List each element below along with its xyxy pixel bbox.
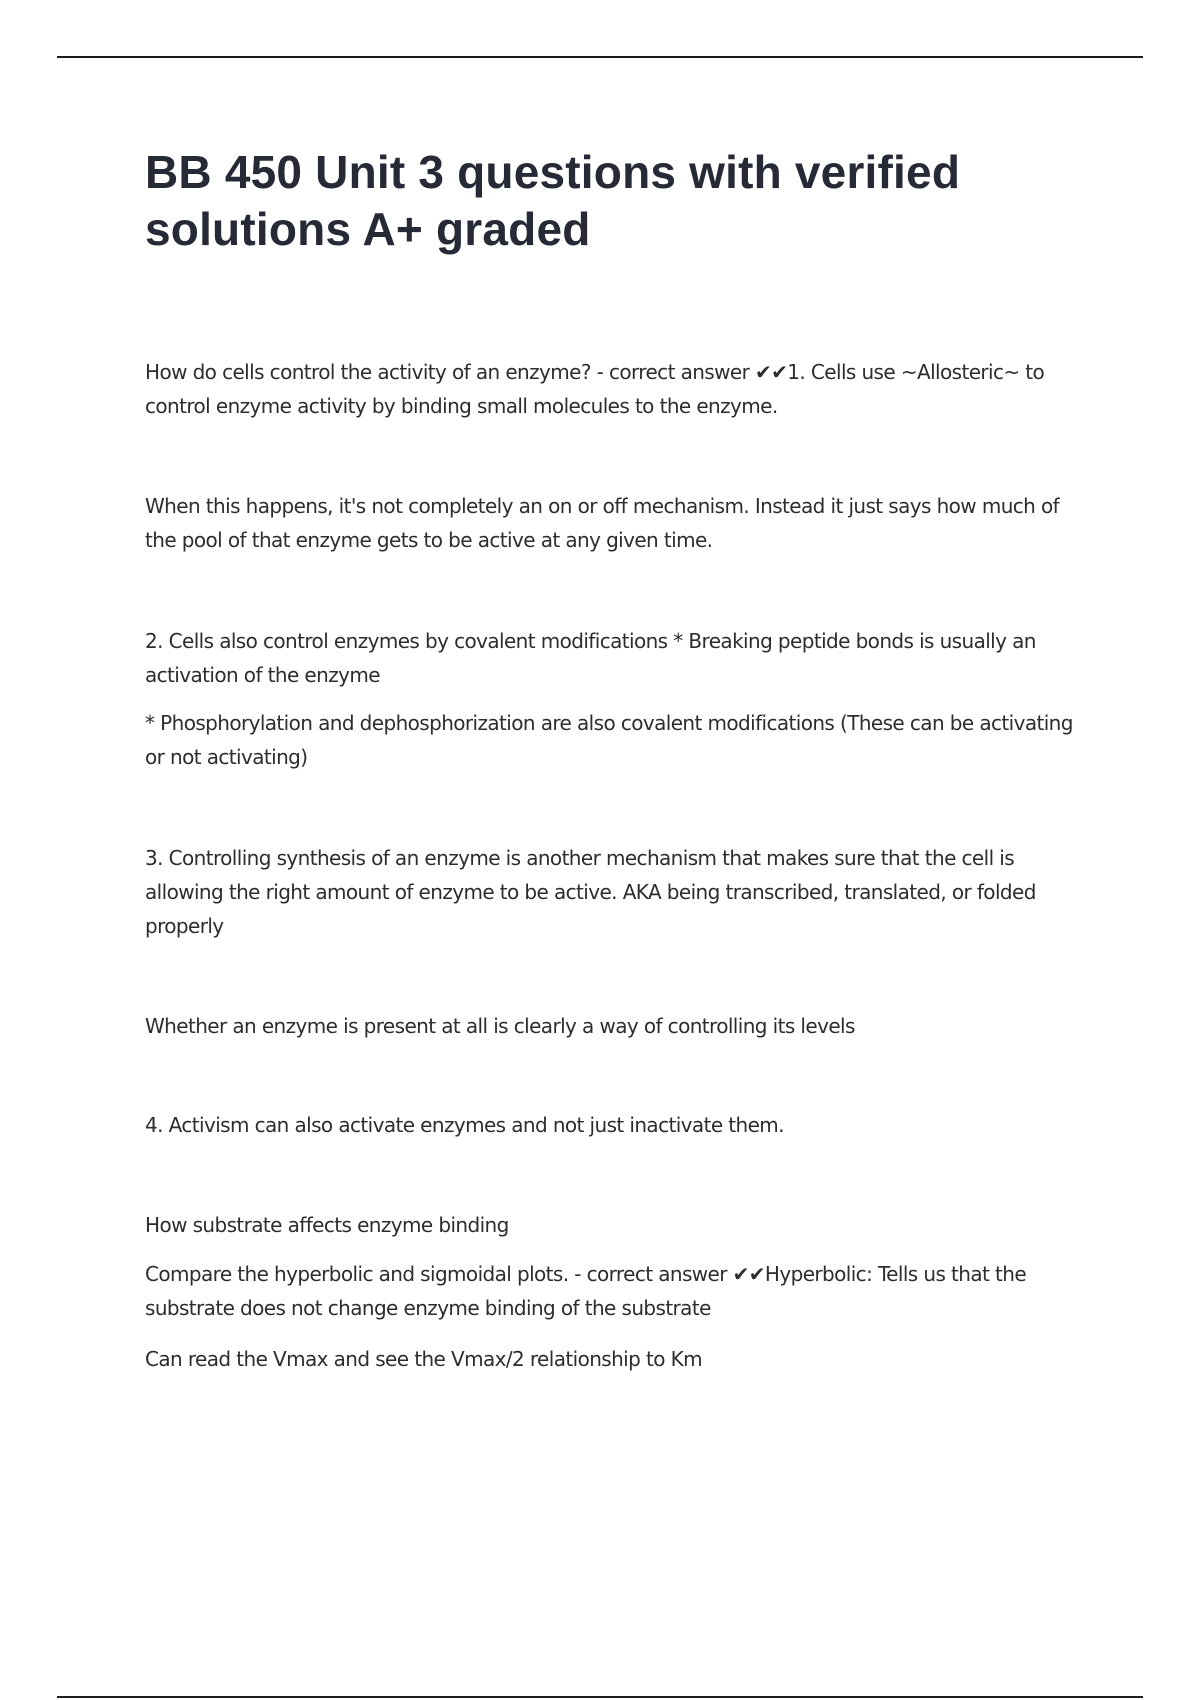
paragraph-enzyme-presence: Whether an enzyme is present at all is clearly a way of controlling its levels	[145, 1014, 855, 1038]
page-title: BB 450 Unit 3 questions with verified solutions A+ graded	[145, 146, 961, 255]
paragraph-enzyme-pool: When this happens, it's not completely an on or off mechanism. Instead it just says how much of the pool of that enzyme gets to be active at any given time.	[145, 494, 1060, 552]
paragraph-activism: 4. Activism can also activate enzymes and not just inactivate them.	[145, 1113, 784, 1137]
paragraph-covalent-modifications: 2. Cells also control enzymes by covalent modifications * Breaking peptide bonds is usually an activation of the enzyme	[145, 629, 1036, 687]
paragraph-hyperbolic-sigmoidal: Compare the hyperbolic and sigmoidal plots. - correct answer ✔✔Hyperbolic: Tells us that the substrate does not change enzyme binding of the substrate	[145, 1262, 1027, 1320]
bottom-divider	[57, 1696, 1143, 1698]
paragraph-allosteric-control: How do cells control the activity of an enzyme? - correct answer ✔✔1. Cells use ~Allosteric~ to control enzyme activity by binding small molecules to the enzyme.	[145, 360, 1045, 418]
top-divider	[57, 56, 1143, 58]
paragraph-substrate-binding: How substrate affects enzyme binding	[145, 1213, 509, 1237]
paragraph-vmax-km: Can read the Vmax and see the Vmax/2 relationship to Km	[145, 1347, 703, 1371]
paragraph-enzyme-synthesis: 3. Controlling synthesis of an enzyme is another mechanism that makes sure that the cell is allowing the right amount of enzyme to be active. AKA being transcribed, translated, or folded properly	[145, 846, 1036, 938]
paragraph-phosphorylation: * Phosphorylation and dephosphorization are also covalent modifications (These can be activating or not activating)	[145, 711, 1073, 769]
